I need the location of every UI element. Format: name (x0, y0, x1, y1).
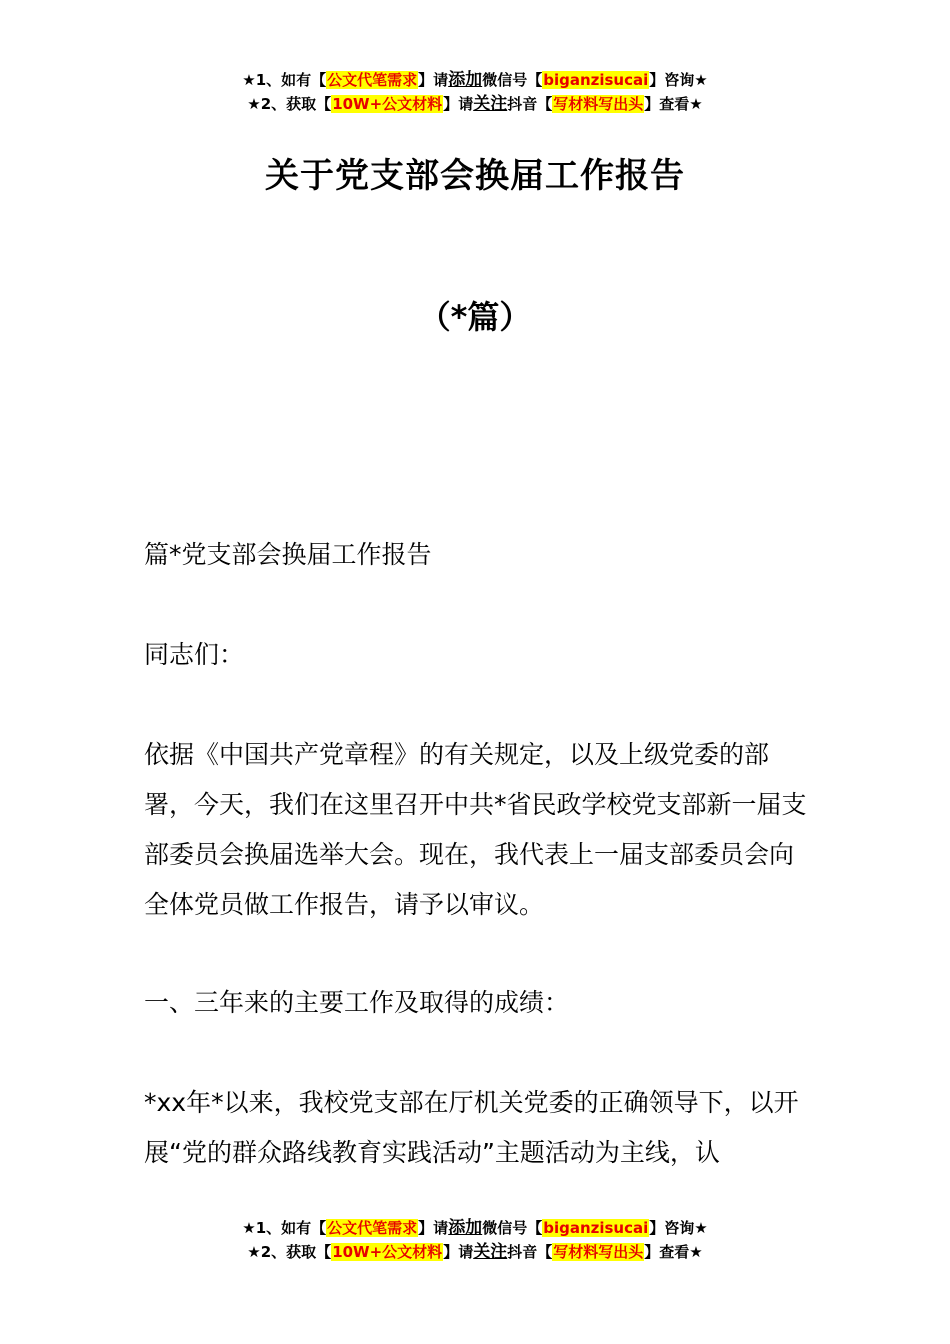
promo-wechat-id: biganzisucai (543, 1219, 649, 1237)
promo-banner-bottom (0, 1216, 950, 1264)
promo-line-2 (0, 1240, 950, 1264)
promo-text: 】查看★ (644, 95, 703, 113)
promo-emphasis: 关注 (473, 94, 508, 114)
promo-text: 微信号【 (482, 71, 543, 89)
promo-text: ★1、如有【 (242, 71, 327, 89)
promo-text: 抖音【 (507, 95, 553, 113)
promo-highlight: 公文代笔需求 (327, 71, 418, 89)
promo-emphasis: 关注 (473, 1242, 508, 1262)
promo-highlight: 公文代笔需求 (327, 1219, 418, 1237)
promo-emphasis: 添加 (448, 70, 483, 90)
promo-text: 】请 (418, 71, 449, 89)
document-subtitle: （*篇） (418, 298, 532, 336)
promo-text: ★1、如有【 (242, 1219, 327, 1237)
body-paragraph: *xx年*以来，我校党支部在厅机关党委的正确领导下，以开展“党的群众路线教育实践活动”主题活动为主线，认 (144, 1088, 799, 1167)
promo-highlight: 10W+公文材料 (332, 95, 443, 113)
promo-emphasis: 添加 (448, 1218, 483, 1238)
promo-line-1 (0, 1216, 950, 1240)
promo-douyin-id: 写材料写出头 (553, 1243, 644, 1261)
greeting: 同志们： (144, 640, 245, 669)
section-heading-1: 一、三年来的主要工作及取得的成绩： (144, 988, 570, 1017)
promo-douyin-id: 写材料写出头 (553, 95, 644, 113)
promo-text: 】咨询★ (649, 71, 708, 89)
promo-text: 抖音【 (507, 1243, 553, 1261)
promo-text: 】查看★ (644, 1243, 703, 1261)
promo-text: ★2、获取【 (247, 95, 332, 113)
promo-wechat-id: biganzisucai (543, 71, 649, 89)
promo-line-2 (0, 92, 950, 116)
body-paragraph: 依据《中国共产党章程》的有关规定，以及上级党委的部署，今天，我们在这里召开中共*省民政学校党支部新一届支部委员会换届选举大会。现在，我代表上一届支部委员会向全体党员做工作报告，请予以审议。 (144, 740, 807, 919)
promo-text: 】请 (443, 1243, 474, 1261)
document-title: 关于党支部会换届工作报告 (265, 156, 685, 196)
promo-text: 】请 (418, 1219, 449, 1237)
promo-text: 】请 (443, 95, 474, 113)
section-heading: 篇*党支部会换届工作报告 (144, 540, 432, 569)
promo-text: ★2、获取【 (247, 1243, 332, 1261)
promo-banner-top (0, 68, 950, 116)
promo-highlight: 10W+公文材料 (332, 1243, 443, 1261)
promo-text: 微信号【 (482, 1219, 543, 1237)
promo-line-1 (0, 68, 950, 92)
promo-text: 】咨询★ (649, 1219, 708, 1237)
